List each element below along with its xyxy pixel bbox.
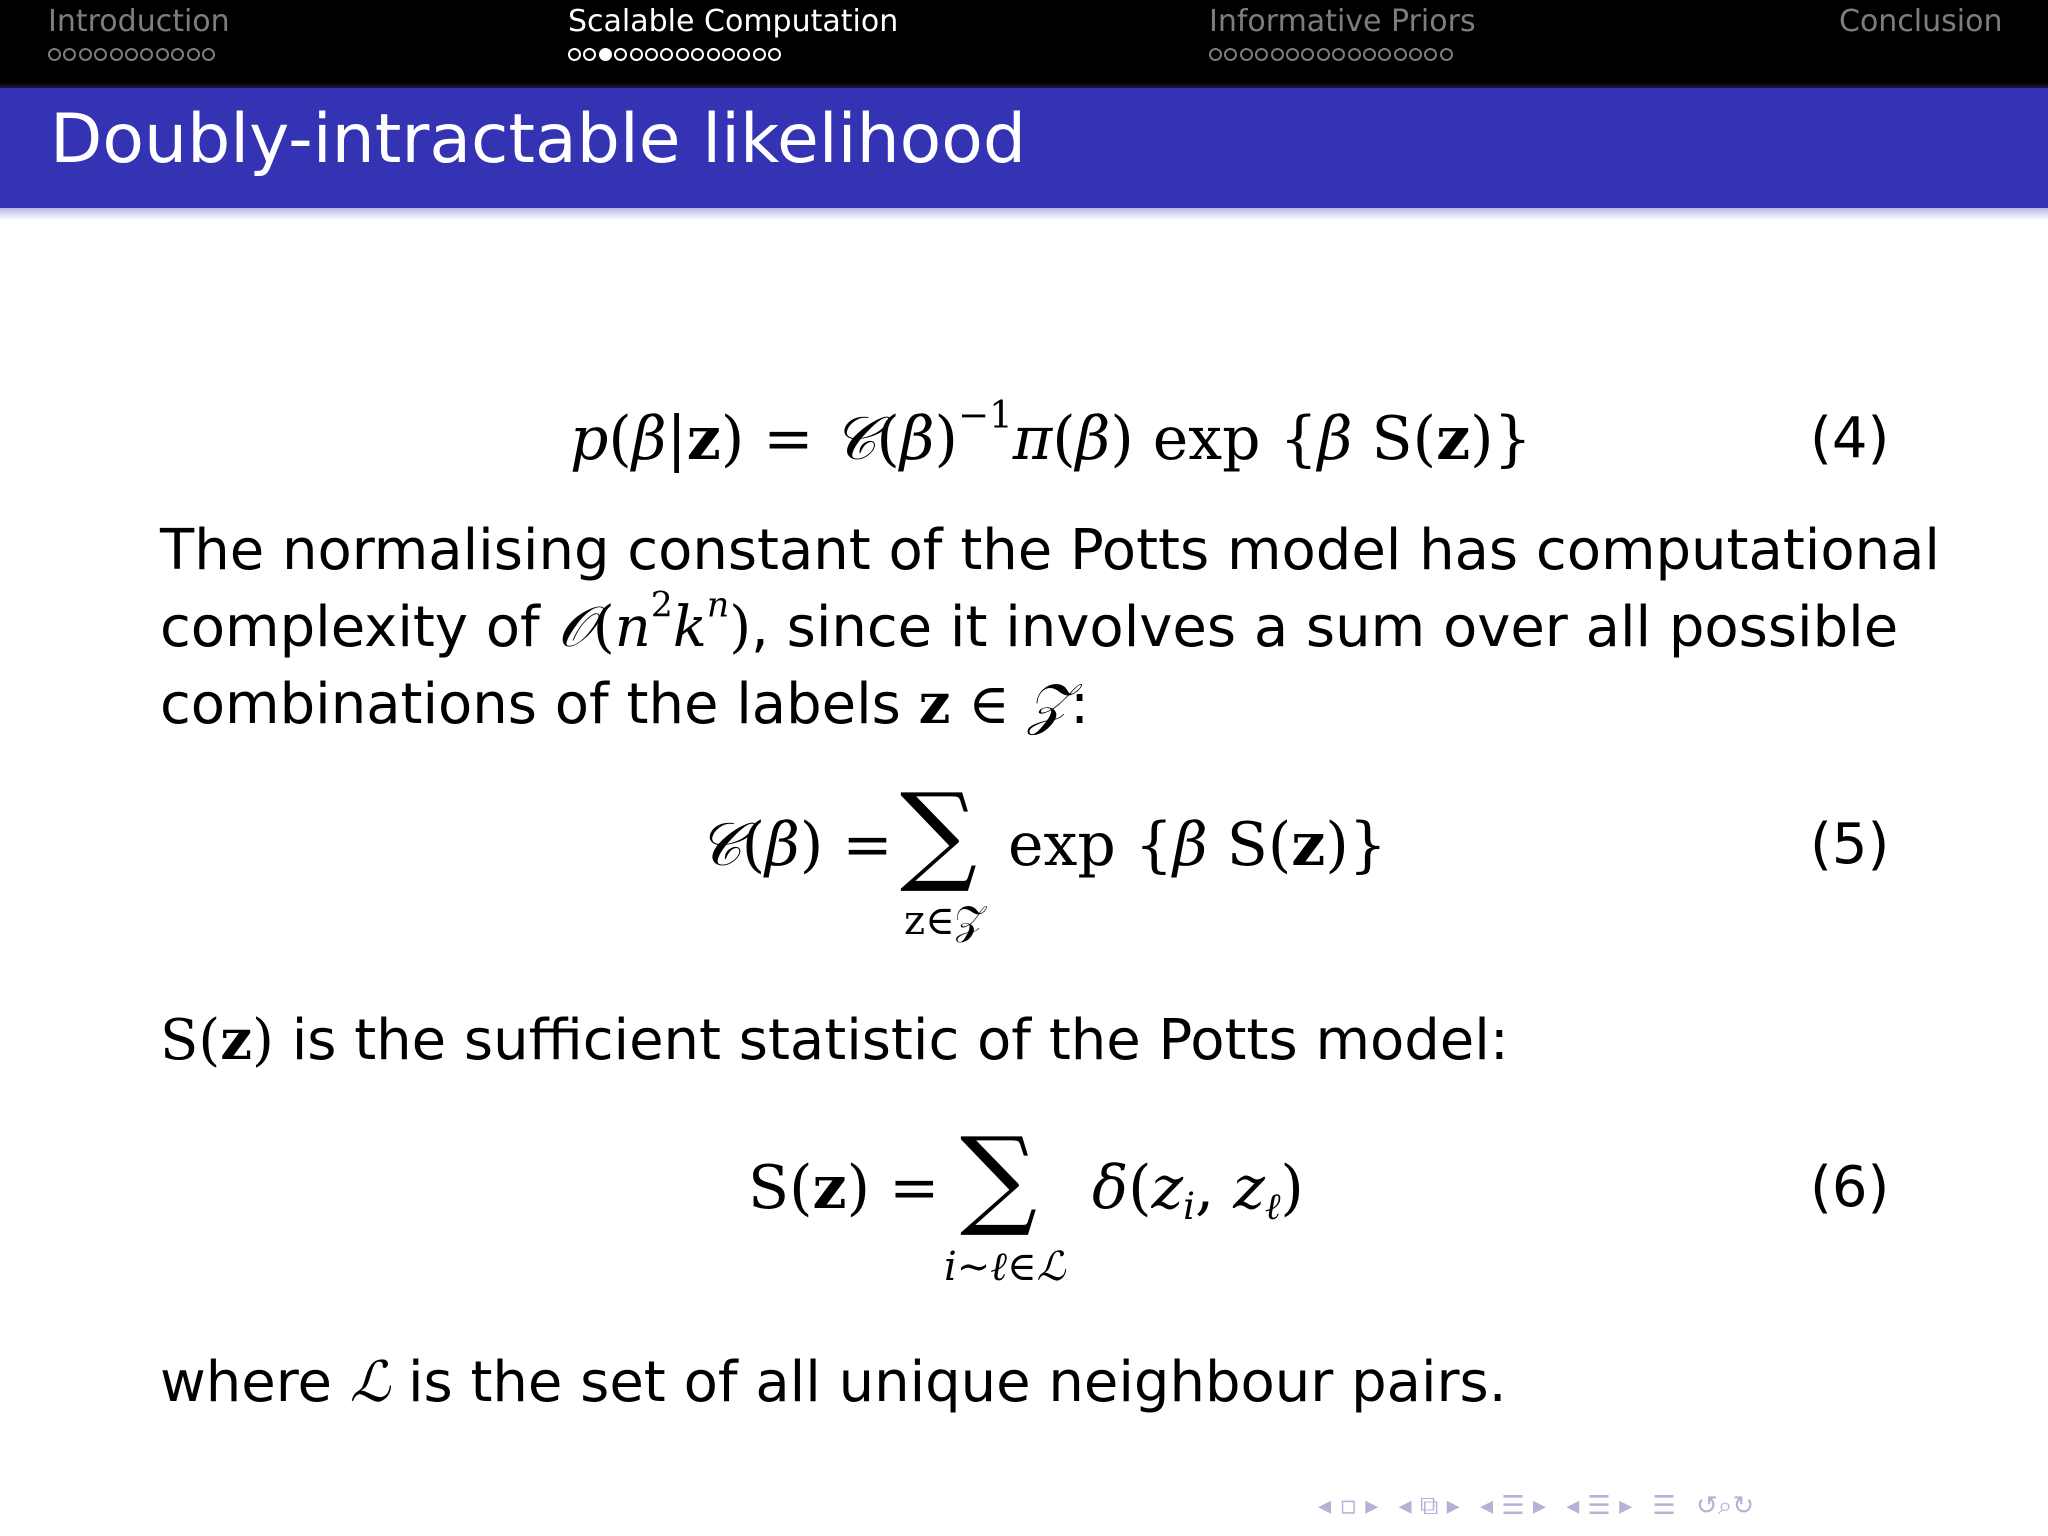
frame-dot[interactable]	[1255, 48, 1268, 61]
paragraph-line: combinations of the labels z ∈ 𝒵:	[160, 671, 1090, 737]
frame-dot[interactable]	[1440, 48, 1453, 61]
frame-dot[interactable]	[1409, 48, 1422, 61]
nav-section-title: Informative Priors	[1209, 4, 1476, 39]
equation-6-lhs: S(z) =	[748, 1153, 940, 1223]
navigation-symbols	[1318, 1490, 1766, 1522]
nav-dots[interactable]	[48, 48, 230, 66]
text-run: where	[160, 1350, 350, 1415]
frame-dot[interactable]	[737, 48, 750, 61]
text-run: , since it involves a sum over all possible	[751, 595, 1899, 660]
text-run: is the sufficient statistic of the Potts model:	[273, 1008, 1509, 1073]
frame-dot[interactable]	[1332, 48, 1345, 61]
frame-dot[interactable]	[125, 48, 138, 61]
paragraph-line	[160, 1002, 1509, 1079]
frame-dot[interactable]	[1301, 48, 1314, 61]
nav-section-conclusion[interactable]	[1839, 4, 2003, 66]
summation-symbol: ∑	[900, 771, 978, 896]
frame-dot[interactable]	[1286, 48, 1299, 61]
frame-dot[interactable]	[1378, 48, 1391, 61]
nav-section-title: Introduction	[48, 4, 230, 39]
text-run: complexity of	[160, 595, 558, 660]
frame-dot[interactable]	[1209, 48, 1222, 61]
equation-number: (5)	[1810, 812, 1890, 877]
nav-section-scalable-computation[interactable]	[568, 4, 898, 66]
equation-4: $p(\beta|z) = 𝒞(\beta)^{-1}\pi(\beta)$ exp {β S(z)}	[570, 392, 1532, 474]
frame-dot[interactable]	[630, 48, 643, 61]
frame-dot[interactable]	[140, 48, 153, 61]
section-nav-icon[interactable]: ◂ ☰ ▸	[1566, 1491, 1633, 1521]
frame-dot[interactable]	[722, 48, 735, 61]
frame-dot[interactable]	[171, 48, 184, 61]
paragraph-line	[160, 1344, 1507, 1421]
summation-index: i∼ℓ∈ℒ	[944, 1244, 1066, 1290]
text-run: combinations of the labels	[160, 672, 919, 737]
label-set-expression: z ∈ 𝒵	[918, 671, 1071, 737]
frame-dot[interactable]	[753, 48, 766, 61]
frame-dot[interactable]	[48, 48, 61, 61]
toc-icon[interactable]: ☰	[1652, 1491, 1676, 1521]
neighbour-set-symbol: ℒ	[349, 1350, 391, 1415]
equation-number: (6)	[1810, 1155, 1890, 1220]
frame-nav-icon[interactable]: ◂ ▫ ▸	[1318, 1491, 1379, 1521]
frame-dot[interactable]	[1224, 48, 1237, 61]
nav-section-informative-priors[interactable]	[1209, 4, 1476, 66]
frame-dot[interactable]	[691, 48, 704, 61]
summation-symbol: ∑	[960, 1115, 1038, 1240]
frame-dot[interactable]	[583, 48, 596, 61]
frame-dot[interactable]	[1348, 48, 1361, 61]
frame-dot[interactable]	[1271, 48, 1284, 61]
summation-index: z∈𝒵	[904, 898, 986, 944]
section-navigation-bar	[0, 0, 2048, 88]
frame-dot[interactable]	[1424, 48, 1437, 61]
frame-dot[interactable]	[660, 48, 673, 61]
nav-section-introduction[interactable]	[48, 4, 230, 66]
text-run: is the set of all unique neighbour pairs.	[390, 1350, 1507, 1415]
equation-5-rhs: exp {β S(z)}	[1008, 810, 1387, 880]
frame-dot[interactable]	[599, 48, 612, 61]
frame-dot[interactable]	[1363, 48, 1376, 61]
frame-dot[interactable]	[94, 48, 107, 61]
frame-title-bar	[0, 88, 2048, 208]
frame-dot[interactable]	[156, 48, 169, 61]
search-icon[interactable]: ↺⌕↻	[1696, 1491, 1755, 1521]
frame-dot[interactable]	[202, 48, 215, 61]
equation-5-lhs: 𝒞(β) =	[698, 810, 893, 880]
slide-nav-icon[interactable]: ◂ ⧉ ▸	[1398, 1491, 1460, 1521]
nav-dots[interactable]	[1209, 48, 1476, 66]
paragraph-line	[160, 585, 1899, 666]
nav-section-title: Scalable Computation	[568, 4, 899, 39]
frame-dot[interactable]	[768, 48, 781, 61]
frame-dot[interactable]	[110, 48, 123, 61]
subsection-nav-icon[interactable]: ◂ ☰ ▸	[1480, 1491, 1546, 1521]
frame-dot[interactable]	[676, 48, 689, 61]
frame-dot[interactable]	[568, 48, 581, 61]
nav-dots[interactable]	[568, 48, 898, 66]
frame-dot[interactable]	[63, 48, 76, 61]
frame-dot[interactable]	[79, 48, 92, 61]
frame-dot[interactable]	[707, 48, 720, 61]
complexity-expression: $𝒪(n^2k^n)$	[557, 585, 752, 660]
frame-dot[interactable]	[1240, 48, 1253, 61]
frame-title: Doubly-intractable likelihood	[50, 100, 1027, 179]
frame-dot[interactable]	[187, 48, 200, 61]
nav-section-title: Conclusion	[1839, 4, 2003, 39]
frame-dot[interactable]	[614, 48, 627, 61]
equation-number: (4)	[1810, 406, 1890, 471]
paragraph-line: The normalising constant of the Potts model has computational	[160, 518, 1940, 583]
nav-dots[interactable]	[1839, 48, 2003, 66]
statistic-expression: S(z)	[160, 1007, 274, 1073]
frame-dot[interactable]	[1317, 48, 1330, 61]
frame-dot[interactable]	[645, 48, 658, 61]
equation-6-rhs: $\delta(z_i$, $z_\ell$)	[1092, 1153, 1304, 1229]
frame-dot[interactable]	[1394, 48, 1407, 61]
